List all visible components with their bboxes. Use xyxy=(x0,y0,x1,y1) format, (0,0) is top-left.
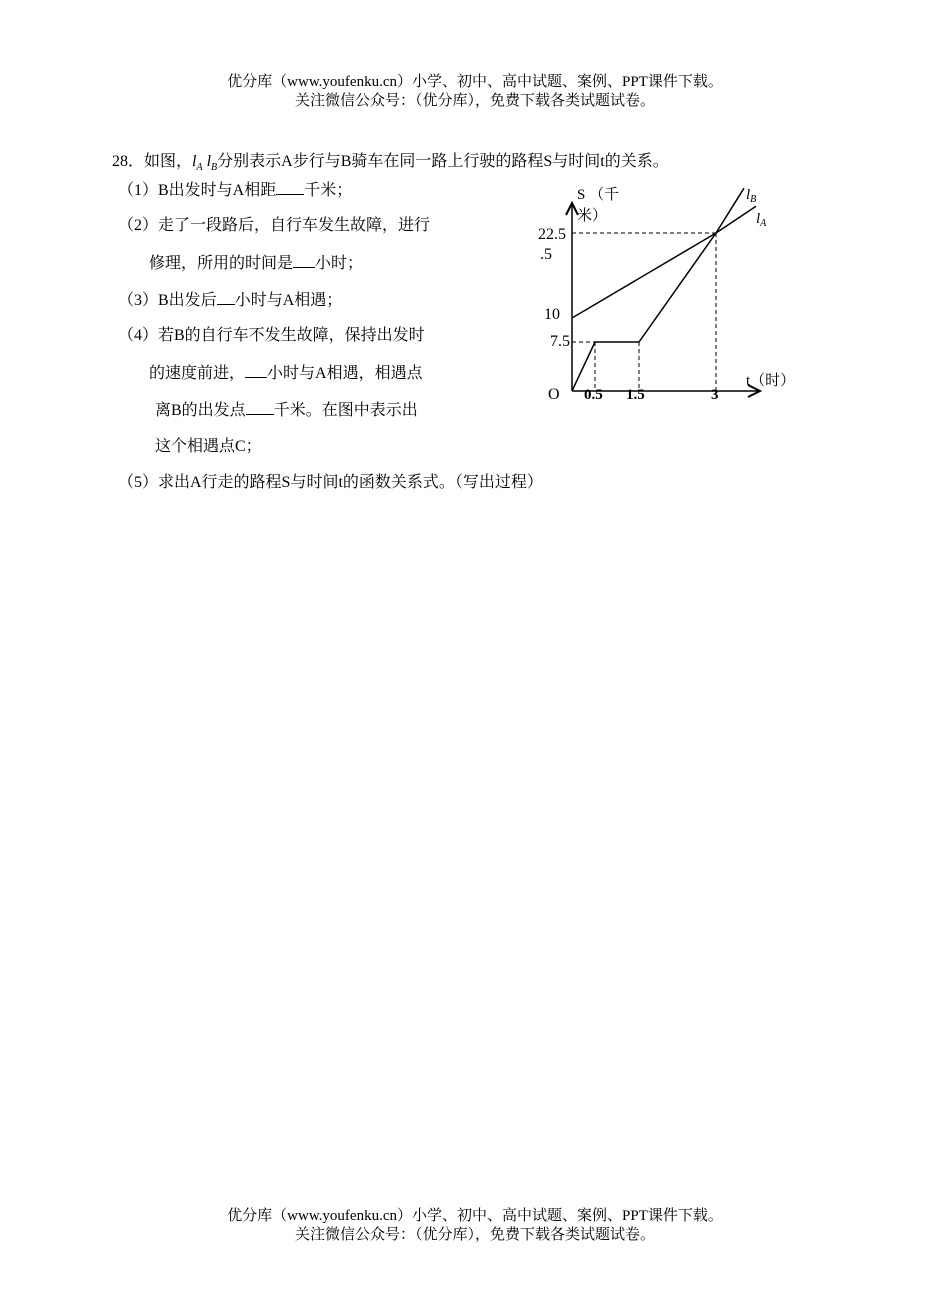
x-tick-0.5: 0.5 xyxy=(584,387,603,403)
y-axis-label-b: 米） xyxy=(577,208,608,224)
intro-b: 分别表示A步行与B骑车在同一路上行驶的路程S与时间t的关系。 xyxy=(217,153,669,170)
y-tick-10: 10 xyxy=(544,306,560,323)
intro-a: 如图， xyxy=(144,153,193,170)
part-4-text-b: 的速度前进， xyxy=(149,365,246,382)
part-4-text-c: 小时与A相遇，相遇点 xyxy=(267,365,423,382)
origin-label: O xyxy=(548,386,560,403)
header-line-2: 关注微信公众号：（优分库），免费下载各类试题试卷。 xyxy=(294,93,655,109)
part-4-text-e: 千米。在图中表示出 xyxy=(273,402,418,419)
part-4-text-a: （4）若B的自行车不发生故障，保持出发时 xyxy=(118,327,425,344)
part-2-text-b: 修理，所用的时间是 xyxy=(149,255,294,272)
footer-line-1: 优分库（www.youfenku.cn）小学、初中、高中试题、案例、PPT课件下载。 xyxy=(227,1208,723,1224)
part-5 xyxy=(118,473,543,493)
footer-line-2: 关注微信公众号：（优分库），免费下载各类试题试卷。 xyxy=(294,1227,655,1243)
y-axis-label-a: S （千 xyxy=(577,187,620,203)
part-4-line-4 xyxy=(155,437,262,457)
header-line-1: 优分库（www.youfenku.cn）小学、初中、高中试题、案例、PPT课件下载。 xyxy=(227,74,723,90)
series-label-lB: $l_B$ xyxy=(746,187,757,205)
part-2-text-c: 小时； xyxy=(315,255,364,272)
part-4-text-d: 离B的出发点 xyxy=(155,402,246,419)
y-tick-7.5: 7.5 xyxy=(550,333,570,350)
label-lB: $l_B$ xyxy=(206,153,218,174)
part-5-text: （5）求出A行走的路程S与时间t的函数关系式。（写出过程） xyxy=(118,474,543,491)
part-3-text-b: 小时与A相遇； xyxy=(234,292,343,309)
y-tick-22.5: 22.5 xyxy=(538,226,566,243)
series-label-lA: $l_A$ xyxy=(756,211,767,229)
part-2-text-a: （2）走了一段路后，自行车发生故障，进行 xyxy=(118,217,431,234)
distance-time-chart xyxy=(0,0,950,420)
part-4-text-f: 这个相遇点C； xyxy=(155,438,262,455)
part-3-text-a: （3）B出发后 xyxy=(118,292,217,309)
label-lA: $l_A$ xyxy=(192,153,203,174)
question-number: 28． xyxy=(112,153,145,170)
x-axis-label: t（时） xyxy=(746,373,796,389)
x-tick-1.5: 1.5 xyxy=(626,387,645,403)
page-footer xyxy=(0,1207,950,1245)
part-1-text-b: 千米； xyxy=(304,182,353,199)
x-tick-3: 3 xyxy=(711,387,719,403)
part-1-text-a: （1）B出发时与A相距 xyxy=(118,182,277,199)
y-tick-dot5: .5 xyxy=(540,246,552,263)
